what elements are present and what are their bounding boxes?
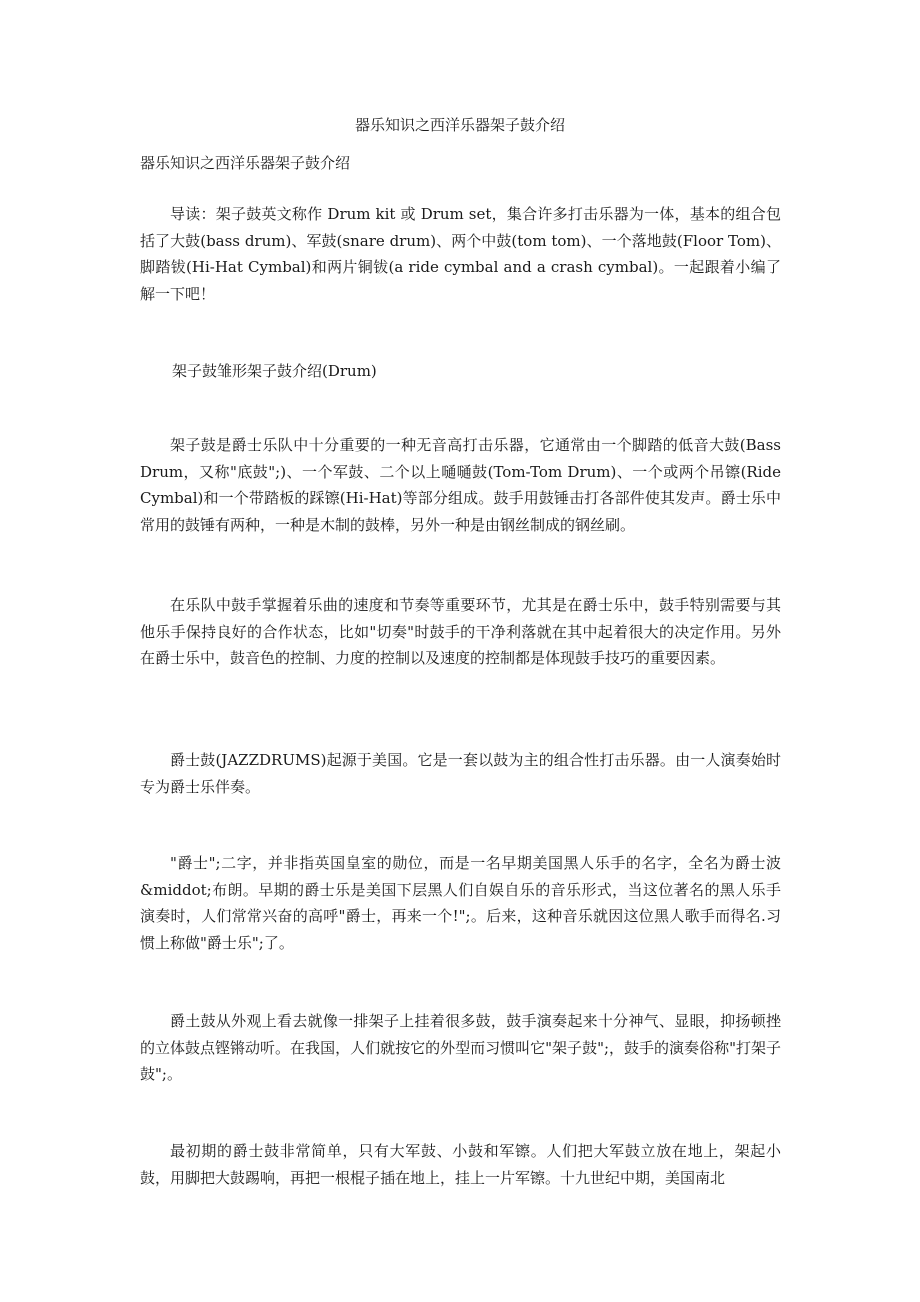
body-paragraph: "爵士";二字，并非指英国皇室的勋位，而是一名早期美国黑人乐手的名字，全名为爵士波&middot;布朗。早期的爵士乐是美国下层黑人们自娱自乐的音乐形式，当这位著名的黑人乐手演奏时，人们常常兴奋的高呼"爵士，再来一个!";。后来，这种音乐就因这位黑人歌手而得名.习惯上称做"爵士乐";了。: [140, 854, 781, 952]
page-title: 器乐知识之西洋乐器架子鼓介绍: [354, 116, 565, 134]
intro-paragraph: 导读：架子鼓英文称作 Drum kit 或 Drum set，集合许多打击乐器为一体，基本的组合包括了大鼓(bass drum)、军鼓(snare drum)、两个中鼓(tom tom)、一个落地鼓(Floor Tom)、脚踏钹(Hi-Hat Cymbal)和两片铜钹(a ride cymbal and a crash cymbal)。一起跟着小编了解一下吧！: [140, 205, 781, 303]
section-heading: 架子鼓雏形架子鼓介绍(Drum): [172, 362, 377, 380]
body-paragraph: 最初期的爵士鼓非常简单，只有大军鼓、小鼓和军镲。人们把大军鼓立放在地上，架起小鼓，用脚把大鼓踢响，再把一根棍子插在地上，挂上一片军镲。十九世纪中期，美国南北: [140, 1142, 781, 1187]
body-paragraph: 爵土鼓从外观上看去就像一排架子上挂着很多鼓，鼓手演奏起来十分神气、显眼，抑扬顿挫的立体鼓点铿锵动听。在我国，人们就按它的外型而习惯叫它"架子鼓";，鼓手的演奏俗称"打架子鼓";。: [140, 1012, 781, 1083]
document-subtitle: 器乐知识之西洋乐器架子鼓介绍: [140, 154, 351, 172]
body-paragraph: 架子鼓是爵士乐队中十分重要的一种无音高打击乐器，它通常由一个脚踏的低音大鼓(Bass Drum，又称"底鼓";)、一个军鼓、二个以上嗵嗵鼓(Tom-Tom Drum)、一个或两个吊镲(Ride Cymbal)和一个带踏板的踩镲(Hi-Hat)等部分组成。鼓手用鼓锤击打各部件使其发声。爵士乐中常用的鼓锤有两种，一种是木制的鼓棒，另外一种是由钢丝制成的钢丝刷。: [140, 436, 781, 534]
body-paragraph: 在乐队中鼓手掌握着乐曲的速度和节奏等重要环节，尤其是在爵士乐中，鼓手特别需要与其他乐手保持良好的合作状态，比如"切奏"时鼓手的干净利落就在其中起着很大的决定作用。另外在爵士乐中，鼓音色的控制、力度的控制以及速度的控制都是体现鼓手技巧的重要因素。: [140, 596, 781, 667]
body-paragraph: 爵士鼓(JAZZDRUMS)起源于美国。它是一套以鼓为主的组合性打击乐器。由一人演奏始时专为爵士乐伴奏。: [140, 751, 781, 796]
